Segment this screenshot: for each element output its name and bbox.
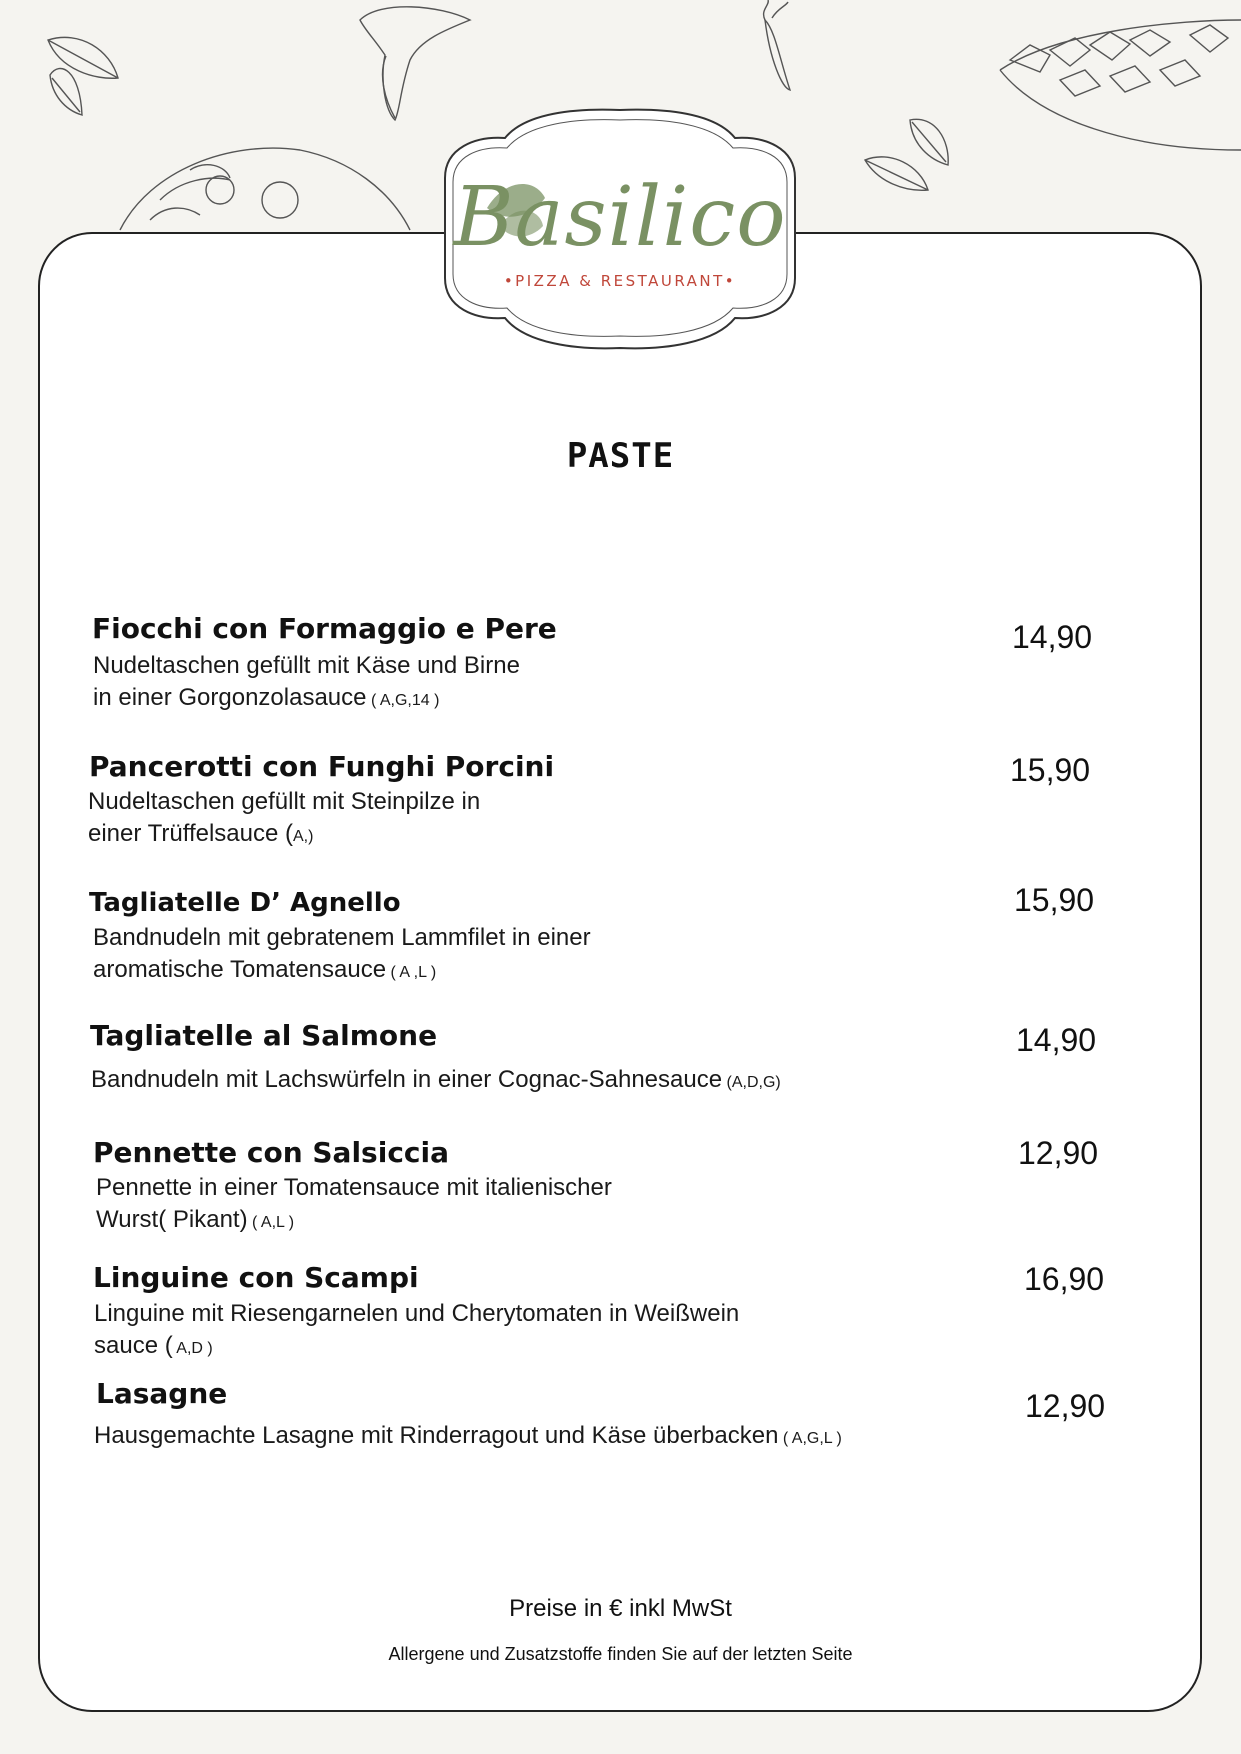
item-name: Pennette con Salsiccia — [93, 1136, 450, 1169]
allergen-codes: ( A,L ) — [247, 1214, 295, 1231]
item-description: Nudeltaschen gefüllt mit Steinpilze in — [88, 788, 481, 815]
item-description: sauce ( A,D ) — [94, 1332, 213, 1359]
item-description: in einer Gorgonzolasauce ( A,G,14 ) — [93, 684, 440, 711]
item-description: Bandnudeln mit Lachswürfeln in einer Cognac-Sahnesauce (A,D,G) — [91, 1066, 781, 1093]
item-description: Bandnudeln mit gebratenem Lammfilet in einer — [93, 924, 591, 951]
prices-note: Preise in € inkl MwSt — [509, 1595, 732, 1622]
item-price: 15,90 — [1010, 752, 1091, 788]
item-price: 14,90 — [1012, 619, 1093, 655]
item-description: einer Trüffelsauce (A,) — [88, 820, 314, 847]
item-price: 12,90 — [1018, 1135, 1099, 1171]
allergen-codes: ( A,G,14 ) — [366, 692, 440, 709]
item-name: Tagliatelle D’ Agnello — [89, 888, 401, 918]
restaurant-logo — [405, 108, 835, 358]
item-description: Nudeltaschen gefüllt mit Käse und Birne — [93, 652, 520, 679]
allergen-codes: A,) — [293, 828, 314, 845]
item-description: Hausgemachte Lasagne mit Rinderragout und Käse überbacken ( A,G,L ) — [94, 1422, 842, 1449]
logo-wordmark: Basilico — [453, 170, 787, 265]
item-price: 14,90 — [1016, 1022, 1097, 1058]
allergen-codes: (A,D,G) — [722, 1074, 781, 1091]
allergen-codes: ( A,G,L ) — [778, 1430, 842, 1447]
item-name: Pancerotti con Funghi Porcini — [89, 750, 555, 783]
allergen-note: Allergene und Zusatzstoffe finden Sie auf der letzten Seite — [388, 1644, 853, 1664]
item-name: Linguine con Scampi — [93, 1261, 419, 1294]
section-title: PASTE — [566, 436, 675, 476]
item-description: Pennette in einer Tomatensauce mit italienischer — [96, 1174, 612, 1201]
item-price: 15,90 — [1014, 882, 1095, 918]
item-name: Lasagne — [96, 1377, 228, 1410]
item-price: 12,90 — [1025, 1388, 1106, 1424]
allergen-codes: A,D ) — [172, 1340, 213, 1357]
item-name: Fiocchi con Formaggio e Pere — [92, 612, 557, 645]
item-name: Tagliatelle al Salmone — [90, 1019, 438, 1052]
logo-subtitle: •PIZZA & RESTAURANT• — [503, 272, 737, 290]
item-description: Linguine mit Riesengarnelen und Cherytomaten in Weißwein — [94, 1300, 740, 1327]
allergen-codes: ( A ,L ) — [386, 964, 437, 981]
item-price: 16,90 — [1024, 1261, 1105, 1297]
item-description: Wurst( Pikant) ( A,L ) — [96, 1206, 295, 1233]
item-description: aromatische Tomatensauce ( A ,L ) — [93, 956, 437, 983]
